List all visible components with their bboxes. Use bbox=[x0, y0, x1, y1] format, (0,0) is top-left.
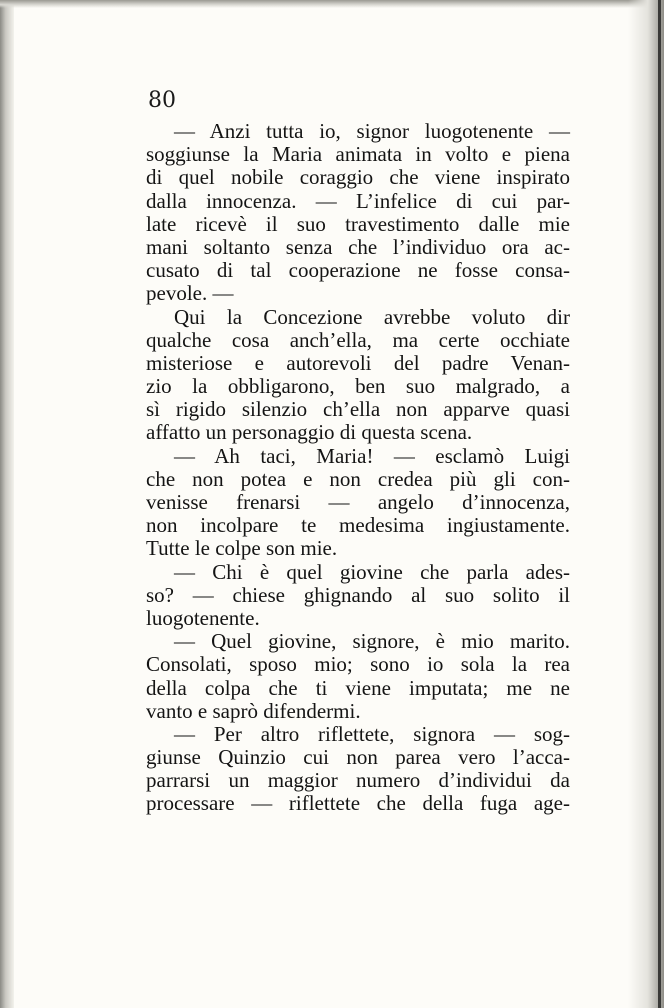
body-text bbox=[146, 120, 570, 816]
text-line: processare — riflettete che della fuga age- bbox=[146, 791, 570, 816]
text-line: di quel nobile coraggio che viene inspirato bbox=[146, 165, 570, 190]
text-line: vanto e saprò difendermi. bbox=[146, 698, 361, 723]
text-line: che non potea e non credea più gli con- bbox=[146, 466, 570, 491]
text-line: Consolati, sposo mio; sono io sola la rea bbox=[146, 652, 570, 677]
page-number: 80 bbox=[148, 88, 176, 113]
text-line: — Chi è quel giovine che parla ades- bbox=[174, 559, 570, 584]
text-line: Qui la Concezione avrebbe voluto dir bbox=[174, 304, 570, 329]
text-line: luogotenente. bbox=[146, 605, 260, 630]
page-gutter-shadow bbox=[0, 0, 14, 1008]
text-line: Tutte le colpe son mie. bbox=[146, 536, 338, 561]
text-line: late ricevè il suo travestimento dalle mie bbox=[146, 211, 570, 236]
text-line: affatto un personaggio di questa scena. bbox=[146, 420, 473, 445]
text-line: non incolpare te medesima ingiustamente. bbox=[146, 513, 570, 538]
text-line: sì rigido silenzio ch’ella non apparve quasi bbox=[146, 397, 570, 422]
text-line: misteriose e autorevoli del padre Venan- bbox=[146, 350, 570, 375]
text-line: qualche cosa anch’ella, ma certe occhiate bbox=[146, 327, 570, 352]
text-line: pevole. — bbox=[146, 281, 234, 306]
text-line: parrarsi un maggior numero d’individui da bbox=[146, 768, 570, 793]
text-line: dalla innocenza. — L’infelice di cui par- bbox=[146, 188, 570, 213]
text-line: della colpa che ti viene imputata; me ne bbox=[146, 675, 570, 700]
text-line: zio la obbligarono, ben suo malgrado, a bbox=[146, 374, 570, 399]
text-line: mani soltanto senza che l’individuo ora ac- bbox=[146, 234, 570, 259]
text-line: so? — chiese ghignando al suo solito il bbox=[146, 582, 570, 607]
text-line: — Quel giovine, signore, è mio marito. bbox=[174, 629, 570, 654]
page-right-edge bbox=[628, 0, 664, 1008]
text-line: — Ah taci, Maria! — esclamò Luigi bbox=[174, 443, 570, 468]
text-line: — Per altro riflettete, signora — sog- bbox=[174, 721, 570, 746]
text-line: cusato di tal cooperazione ne fosse consa- bbox=[146, 258, 570, 283]
text-line: giunse Quinzio cui non parea vero l’acca- bbox=[146, 745, 570, 770]
page-top-edge bbox=[0, 0, 664, 8]
text-line: venisse frenarsi — angelo d’innocenza, bbox=[146, 490, 570, 514]
text-line: soggiunse la Maria animata in volto e piena bbox=[146, 142, 570, 167]
text-line: — Anzi tutta io, signor luogotenente — bbox=[174, 119, 570, 143]
